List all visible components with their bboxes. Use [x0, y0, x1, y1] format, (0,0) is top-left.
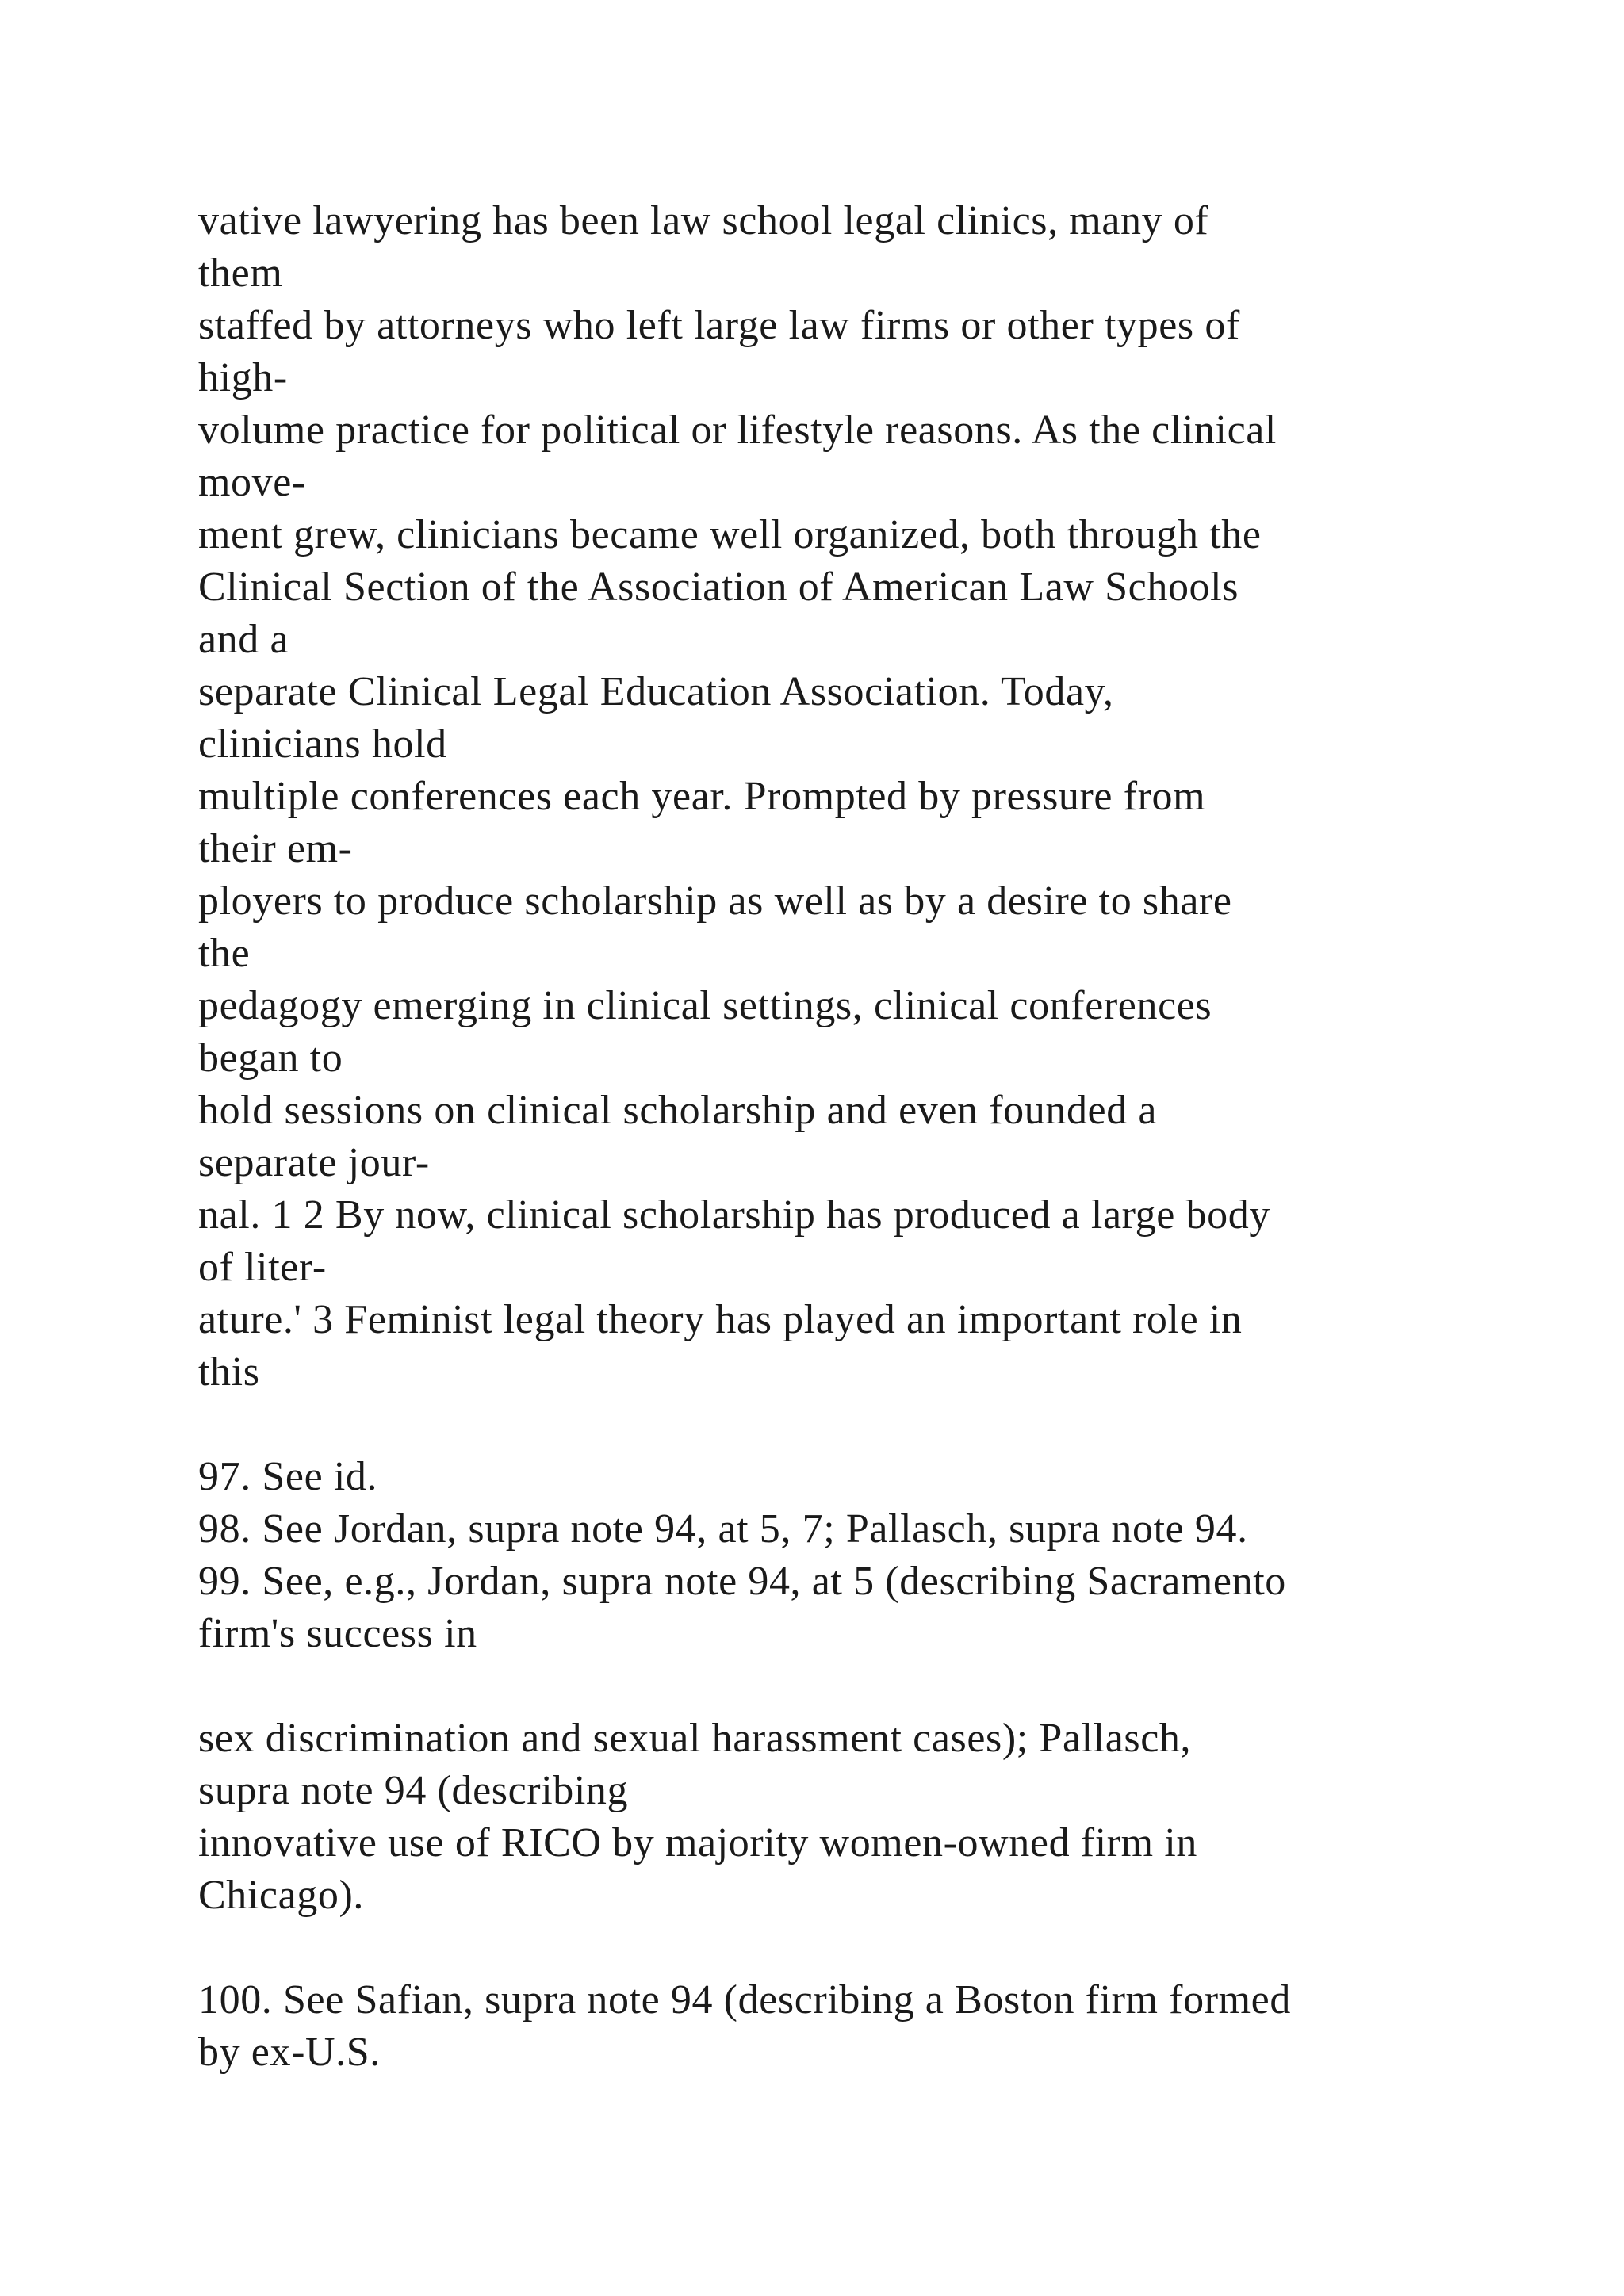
- footnote-line: 99. See, e.g., Jordan, supra note 94, at 5 (describing Sacramento: [198, 1559, 1286, 1604]
- blank-line: [198, 1922, 1499, 1974]
- footnote-line: 100. See Safian, supra note 94 (describing a Boston firm formed: [198, 1977, 1291, 2022]
- footnote-line: supra note 94 (describing: [198, 1768, 629, 1813]
- footnote-99: [198, 1556, 1499, 1922]
- footnote-line: firm's success in: [198, 1611, 477, 1656]
- blank-line: [198, 1399, 1499, 1451]
- body-line: move-: [198, 460, 306, 505]
- body-line: began to: [198, 1035, 343, 1081]
- body-line: vative lawyering has been law school legal clinics, many of: [198, 198, 1209, 243]
- footnote-line: 97. See id.: [198, 1454, 378, 1499]
- body-line: separate Clinical Legal Education Association. Today,: [198, 669, 1114, 714]
- body-line: Clinical Section of the Association of American Law Schools: [198, 564, 1239, 610]
- footnote-100: [198, 1974, 1499, 2079]
- body-line: the: [198, 931, 251, 976]
- body-line: their em-: [198, 826, 353, 871]
- body-line: separate jour-: [198, 1140, 430, 1185]
- document-text: [198, 195, 1499, 2079]
- body-line: them: [198, 251, 283, 296]
- footnote-line: by ex-U.S.: [198, 2030, 381, 2075]
- body-line: of liter-: [198, 1245, 327, 1290]
- body-line: pedagogy emerging in clinical settings, clinical conferences: [198, 983, 1212, 1028]
- body-line: ment grew, clinicians became well organized, both through the: [198, 512, 1262, 557]
- body-line: ature.' 3 Feminist legal theory has played an important role in: [198, 1297, 1243, 1342]
- body-line: volume practice for political or lifestyle reasons. As the clinical: [198, 408, 1277, 453]
- body-line: clinicians hold: [198, 721, 447, 767]
- body-line: high-: [198, 355, 288, 400]
- footnote-98: [198, 1503, 1499, 1556]
- body-line: nal. 1 2 By now, clinical scholarship has produced a large body: [198, 1192, 1270, 1238]
- footnote-line: sex discrimination and sexual harassment cases); Pallasch,: [198, 1716, 1192, 1761]
- body-line: multiple conferences each year. Prompted by pressure from: [198, 774, 1206, 819]
- footnote-line: 98. See Jordan, supra note 94, at 5, 7; Pallasch, supra note 94.: [198, 1506, 1248, 1552]
- body-paragraph: [198, 195, 1499, 1399]
- footnote-line: Chicago).: [198, 1873, 365, 1918]
- blank-line: [198, 1660, 1499, 1712]
- body-line: staffed by attorneys who left large law firms or other types of: [198, 303, 1240, 348]
- footnote-line: innovative use of RICO by majority women-owned firm in: [198, 1820, 1197, 1866]
- body-line: ployers to produce scholarship as well as by a desire to share: [198, 878, 1232, 924]
- body-line: and a: [198, 617, 289, 662]
- body-line: this: [198, 1349, 260, 1395]
- body-line: hold sessions on clinical scholarship and even founded a: [198, 1088, 1158, 1133]
- footnote-97: [198, 1451, 1499, 1503]
